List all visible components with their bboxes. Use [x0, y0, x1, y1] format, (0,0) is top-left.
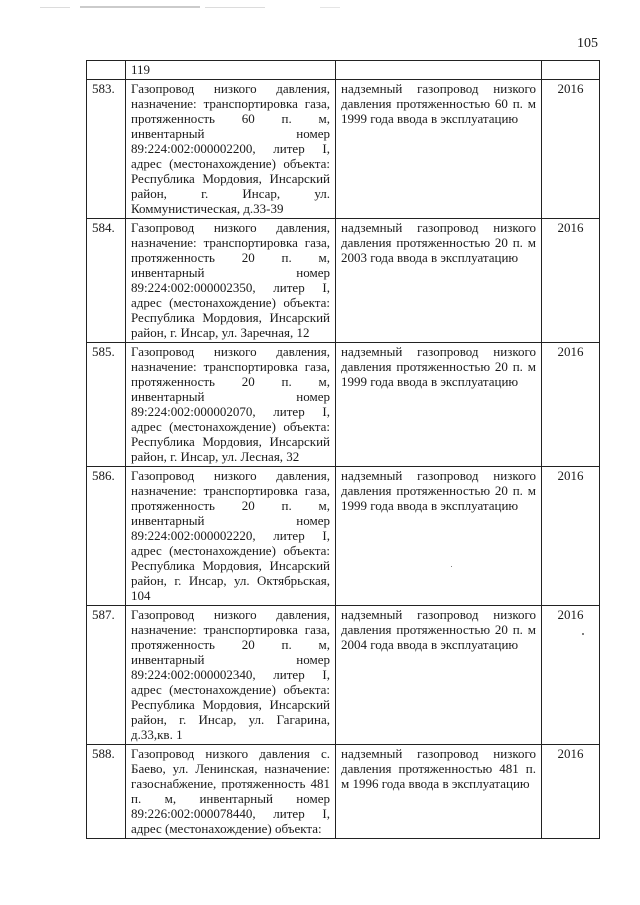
object-description-cell: надземный газопровод низкого давления протяженностью 20 п. м 1999 года ввода в эксплуатацию — [336, 467, 542, 606]
object-name-cell: Газопровод низкого давления с. Баево, ул. Ленинская, назначение: газоснабжение, протяженность 481 п. м, инвентарный номер 89:226:002:000078440, литер I, адрес (местонахождение) объекта: — [126, 745, 336, 839]
object-name-cell: Газопровод низкого давления, назначение: транспортировка газа, протяженность 20 п. м, инвентарный номер 89:224:002:000002070, литер I, адрес (местонахождение) объекта: Республика Мордовия, Инсарский район, г. Инсар, ул. Лесная, 32 — [126, 343, 336, 467]
table-row — [87, 606, 600, 745]
year-cell: 2016 — [542, 745, 600, 839]
year-cell: 2016 — [542, 467, 600, 606]
row-number: 583. — [87, 80, 126, 219]
object-name-cell: Газопровод низкого давления, назначение: транспортировка газа, протяженность 20 п. м, инвентарный номер 89:224:002:000002350, литер I, адрес (местонахождение) объекта: Республика Мордовия, Инсарский район, г. Инсар, ул. Заречная, 12 — [126, 219, 336, 343]
table-row — [87, 219, 600, 343]
table-row — [87, 80, 600, 219]
continuation-object-cell: 119 — [126, 61, 336, 80]
object-description-cell: надземный газопровод низкого давления протяженностью 20 п. м 2003 года ввода в эксплуатацию — [336, 219, 542, 343]
object-description-cell: надземный газопровод низкого давления протяженностью 20 п. м 2004 года ввода в эксплуатацию — [336, 606, 542, 745]
scan-artifact — [40, 6, 350, 10]
row-number: 587. — [87, 606, 126, 745]
continuation-description-cell — [336, 61, 542, 80]
row-number: 586. — [87, 467, 126, 606]
year-cell: 2016 — [542, 80, 600, 219]
row-number: 588. — [87, 745, 126, 839]
object-name-cell: Газопровод низкого давления, назначение: транспортировка газа, протяженность 20 п. м, инвентарный номер 89:224:002:000002340, литер I, адрес (местонахождение) объекта: Республика Мордовия, Инсарский район, г. Инсар, ул. Гагарина, д.33,кв. 1 — [126, 606, 336, 745]
object-description-cell: надземный газопровод низкого давления протяженностью 481 п. м 1996 года ввода в эксплуатацию — [336, 745, 542, 839]
property-registry-table — [86, 60, 600, 839]
object-name-cell: Газопровод низкого давления, назначение: транспортировка газа, протяженность 60 п. м, инвентарный номер 89:224:002:000002200, литер I, адрес (местонахождение) объекта: Республика Мордовия, Инсарский район, г. Инсар, ул. Коммунистическая, д.33-39 — [126, 80, 336, 219]
year-cell: 2016 — [542, 606, 600, 745]
scan-speck — [582, 633, 584, 635]
object-description-cell: надземный газопровод низкого давления протяженностью 20 п. м 1999 года ввода в эксплуатацию — [336, 343, 542, 467]
continuation-row — [87, 61, 600, 80]
object-description-cell: надземный газопровод низкого давления протяженностью 60 п. м 1999 года ввода в эксплуатацию — [336, 80, 542, 219]
table-row — [87, 343, 600, 467]
table-row — [87, 745, 600, 839]
row-number: 585. — [87, 343, 126, 467]
continuation-year-cell — [542, 61, 600, 80]
continuation-num-cell — [87, 61, 126, 80]
page-number: 105 — [577, 36, 598, 51]
year-cell: 2016 — [542, 343, 600, 467]
table-row — [87, 467, 600, 606]
scan-speck — [451, 566, 452, 567]
year-cell: 2016 — [542, 219, 600, 343]
object-name-cell: Газопровод низкого давления, назначение: транспортировка газа, протяженность 20 п. м, инвентарный номер 89:224:002:000002220, литер I, адрес (местонахождение) объекта: Республика Мордовия, Инсарский район, г. Инсар, ул. Октябрьская, 104 — [126, 467, 336, 606]
row-number: 584. — [87, 219, 126, 343]
